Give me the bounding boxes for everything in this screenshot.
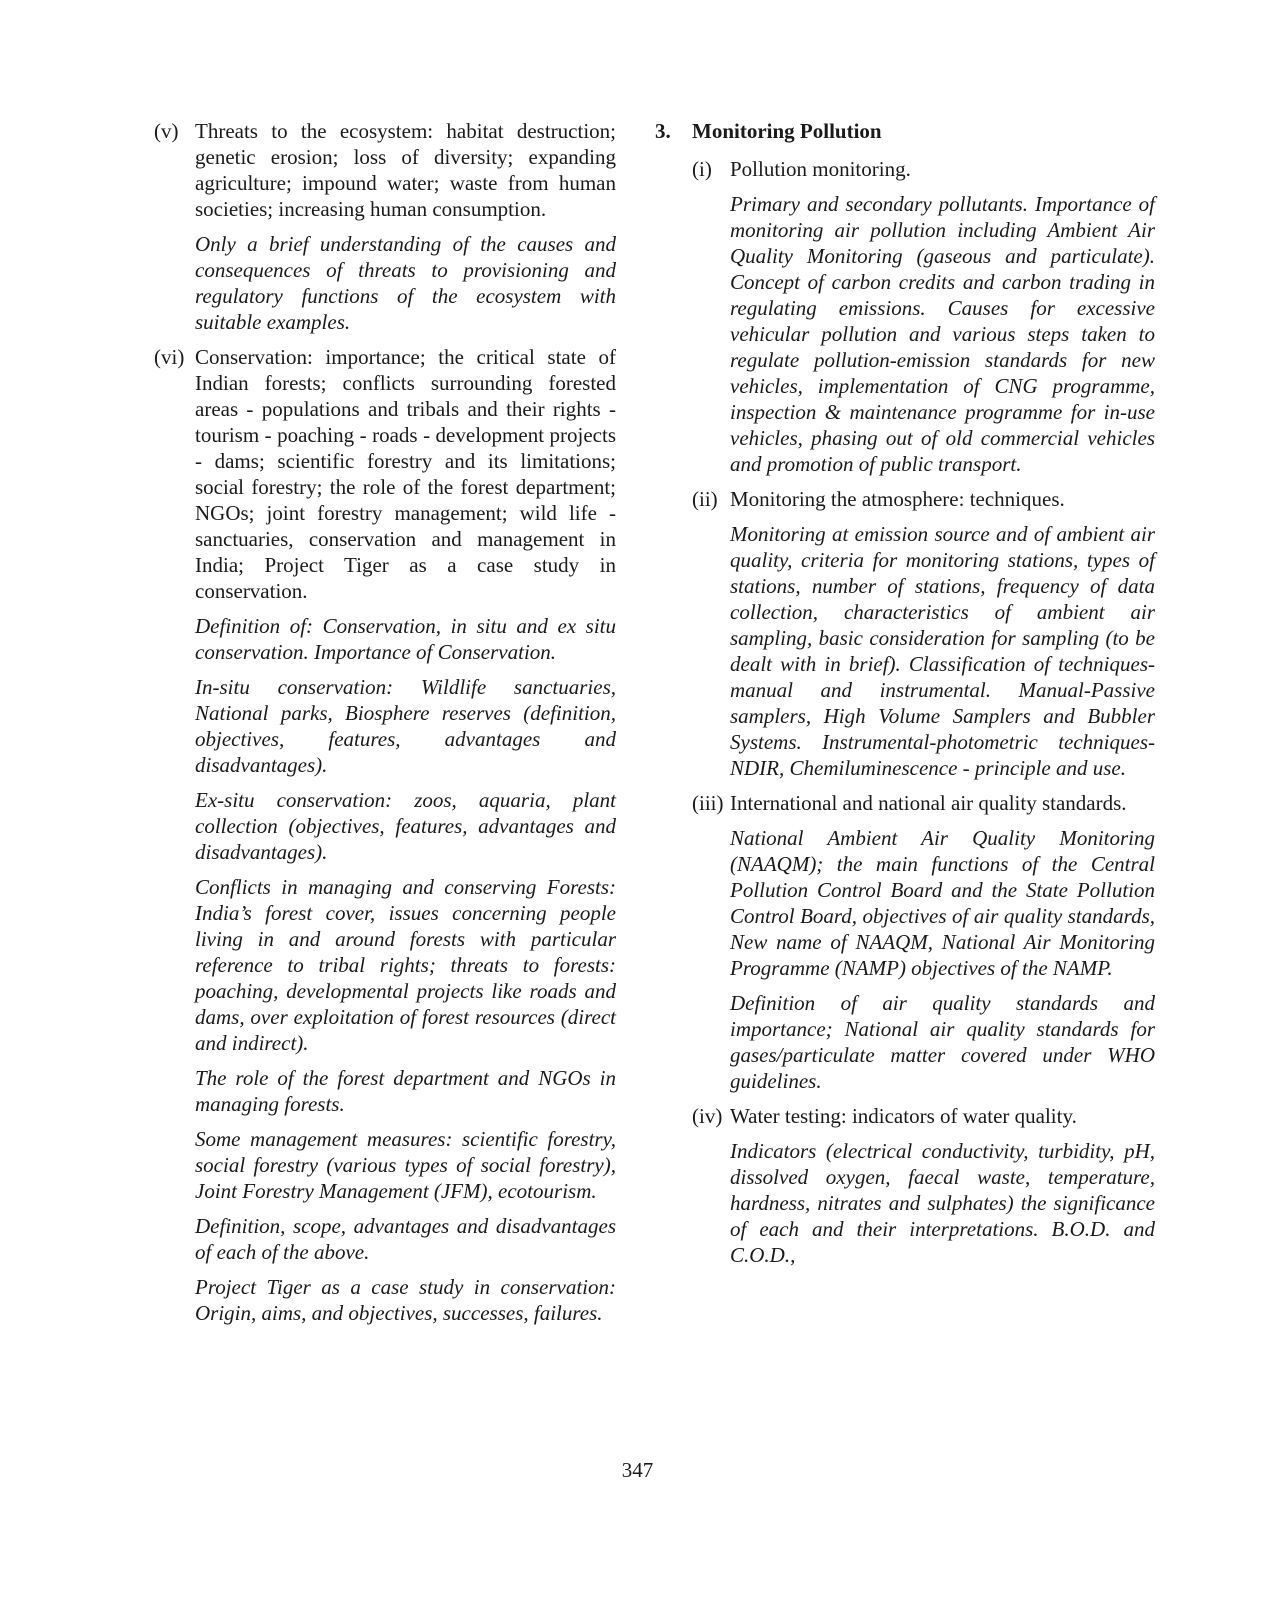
item-number: (vi) xyxy=(154,345,185,369)
item-text: Threats to the ecosystem: habitat destruction; genetic erosion; loss of diversity; expanding agriculture; impound water; waste from human societies; increasing human consumption. xyxy=(195,119,616,221)
item-note: Definition of air quality standards and importance; National air quality standards for gases/particulate matter covered under WHO guidelines. xyxy=(730,991,1155,1093)
item-number: (v) xyxy=(154,119,179,143)
item-text: Water testing: indicators of water quality. xyxy=(730,1104,1077,1128)
item-note: Conflicts in managing and conserving Forests: India’s forest cover, issues concerning people living in and around forests with particular reference to tribal rights; threats to forests: poaching, developmental projects like roads and dams, over exploitation of forest resources (direct and indirect). xyxy=(195,875,616,1055)
item-number: (ii) xyxy=(692,487,718,511)
item-note: Project Tiger as a case study in conservation: Origin, aims, and objectives, successes, failures. xyxy=(195,1275,616,1325)
list-item-v xyxy=(154,118,616,222)
item-note: Indicators (electrical conductivity, turbidity, pH, dissolved oxygen, faecal waste, temperature, hardness, nitrates and sulphates) the significance of each and their interpretations. B.O.D. and C.O.D., xyxy=(730,1139,1155,1267)
section-number: 3. xyxy=(655,119,671,143)
item-text: Monitoring the atmosphere: techniques. xyxy=(730,487,1065,511)
right-column xyxy=(655,118,1155,1277)
list-item-i xyxy=(692,156,1155,182)
item-note: The role of the forest department and NGOs in managing forests. xyxy=(195,1066,616,1116)
item-note: National Ambient Air Quality Monitoring (NAAQM); the main functions of the Central Pollution Control Board and the State Pollution Control Board, objectives of air quality standards, New name of NAAQM, National Air Monitoring Programme (NAMP) objectives of the NAMP. xyxy=(730,826,1155,980)
item-text: Pollution monitoring. xyxy=(730,157,911,181)
item-note: In-situ conservation: Wildlife sanctuaries, National parks, Biosphere reserves (definition, objectives, features, advantages and disadvantages). xyxy=(195,675,616,777)
item-note: Primary and secondary pollutants. Importance of monitoring air pollution including Ambient Air Quality Monitoring (gaseous and particulate). Concept of carbon credits and carbon trading in regulating emissions. Causes for excessive vehicular pollution and various steps taken to regulate pollution-emission standards for new vehicles, implementation of CNG programme, inspection & maintenance programme for in-use vehicles, phasing out of old commercial vehicles and promotion of public transport. xyxy=(730,192,1155,476)
left-column xyxy=(154,118,616,1335)
item-note: Some management measures: scientific forestry, social forestry (various types of social forestry), Joint Forestry Management (JFM), ecotourism. xyxy=(195,1127,616,1203)
page-number: 347 xyxy=(621,1458,654,1482)
list-item-vi xyxy=(154,344,616,604)
section-title: Monitoring Pollution xyxy=(692,119,882,143)
item-note: Monitoring at emission source and of ambient air quality, criteria for monitoring stations, types of stations, number of stations, frequency of data collection, characteristics of ambient air sampling, basic consideration for sampling (to be dealt with in brief). Classification of techniques- manual and instrumental. Manual-Passive samplers, High Volume Samplers and Bubbler Systems. Instrumental-photometric techniques-NDIR, Chemiluminescence - principle and use. xyxy=(730,522,1155,780)
list-item-iii xyxy=(692,790,1155,816)
item-number: (i) xyxy=(692,157,712,181)
item-note: Definition, scope, advantages and disadvantages of each of the above. xyxy=(195,1214,616,1264)
item-text: Conservation: importance; the critical state of Indian forests; conflicts surrounding forested areas - populations and tribals and their rights - tourism - poaching - roads - development projects - dams; scientific forestry and its limitations; social forestry; the role of the forest department; NGOs; joint forestry management; wild life - sanctuaries, conservation and management in India; Project Tiger as a case study in conservation. xyxy=(195,345,616,603)
list-item-iv xyxy=(692,1103,1155,1129)
item-text: International and national air quality standards. xyxy=(730,791,1127,815)
item-note: Ex-situ conservation: zoos, aquaria, plant collection (objectives, features, advantages and disadvantages). xyxy=(195,788,616,864)
item-note: Definition of: Conservation, in situ and ex situ conservation. Importance of Conservation. xyxy=(195,614,616,664)
item-note: Only a brief understanding of the causes and consequences of threats to provisioning and regulatory functions of the ecosystem with suitable examples. xyxy=(195,232,616,334)
list-item-ii xyxy=(692,486,1155,512)
item-number: (iv) xyxy=(692,1104,723,1128)
item-number: (iii) xyxy=(692,791,724,815)
section-heading xyxy=(655,118,1155,144)
